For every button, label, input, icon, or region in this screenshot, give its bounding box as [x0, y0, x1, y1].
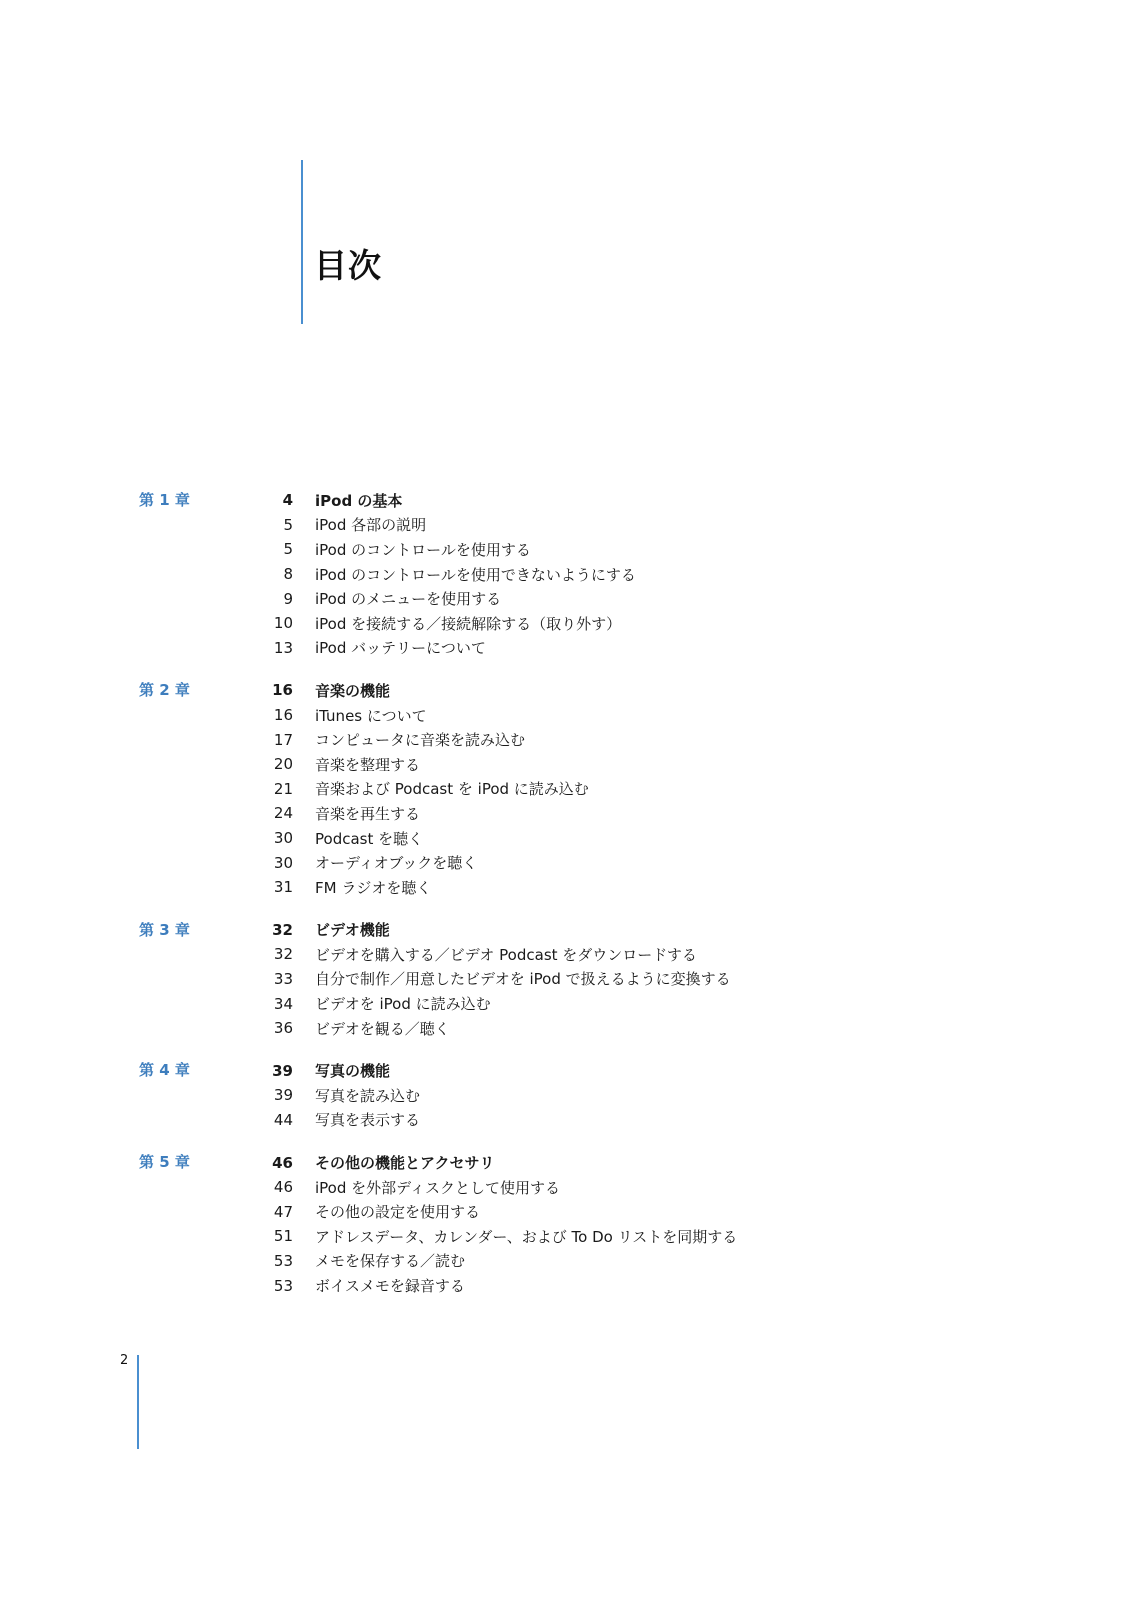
- toc-entry-title: 写真を読み込む: [315, 1086, 421, 1105]
- toc-entry-title: 音楽の機能: [315, 681, 391, 700]
- toc-entry[interactable]: [0, 1273, 1131, 1298]
- toc-page-number: 30: [273, 853, 293, 872]
- toc-page-number: 21: [273, 779, 293, 798]
- title-rule: [301, 160, 303, 324]
- toc-page-number: 39: [272, 1061, 293, 1080]
- toc-page-number: 20: [273, 755, 293, 774]
- toc-entry-title: ビデオを iPod に読み込む: [315, 995, 491, 1014]
- toc-entry-title: 音楽を再生する: [315, 804, 421, 823]
- toc-page-number: 5: [283, 515, 293, 534]
- toc-entry[interactable]: [0, 1108, 1131, 1133]
- folio-rule: [137, 1355, 139, 1449]
- toc-entry-title: iTunes について: [315, 706, 427, 725]
- toc-entry[interactable]: [0, 801, 1131, 826]
- toc-entry[interactable]: [0, 513, 1131, 538]
- toc-entry[interactable]: [0, 1175, 1131, 1200]
- toc-entry[interactable]: [0, 562, 1131, 587]
- toc-entry[interactable]: [0, 967, 1131, 992]
- toc-page-number: 51: [273, 1227, 293, 1246]
- toc-entry[interactable]: [0, 1249, 1131, 1274]
- toc-entry[interactable]: [0, 1083, 1131, 1108]
- toc-entry-title: 音楽を整理する: [315, 755, 421, 774]
- toc-entry[interactable]: [0, 991, 1131, 1016]
- toc-page-number: 13: [273, 638, 293, 657]
- toc-entry[interactable]: [0, 850, 1131, 875]
- chapter-entries: [0, 488, 1131, 660]
- toc-entry[interactable]: [0, 611, 1131, 636]
- toc-entry-title: iPod のコントロールを使用する: [315, 540, 531, 559]
- toc-entry[interactable]: [0, 586, 1131, 611]
- toc-entry[interactable]: [0, 1016, 1131, 1041]
- chapter-label: 第 3 章: [139, 920, 190, 939]
- toc-entry[interactable]: [0, 537, 1131, 562]
- toc-entry[interactable]: [0, 1199, 1131, 1224]
- toc-entry[interactable]: [0, 727, 1131, 752]
- chapter-label: 第 5 章: [139, 1153, 190, 1172]
- toc-entry-title: 写真を表示する: [315, 1111, 421, 1130]
- toc-entry-title: 音楽および Podcast を iPod に読み込む: [315, 780, 589, 799]
- toc-entry-title: iPod のメニューを使用する: [315, 590, 502, 609]
- toc-entry-title: コンピュータに音楽を読み込む: [315, 731, 526, 750]
- toc-page-number: 16: [272, 681, 293, 700]
- toc-entry-title: iPod を接続する／接続解除する（取り外す）: [315, 614, 622, 633]
- toc-entry[interactable]: [0, 942, 1131, 967]
- toc-page-number: 30: [273, 829, 293, 848]
- toc-entry-title: ボイスメモを録音する: [315, 1277, 465, 1296]
- chapter-label: 第 1 章: [139, 491, 190, 509]
- toc-entry-title: FM ラジオを聴く: [315, 878, 432, 897]
- chapter-label: 第 4 章: [139, 1061, 190, 1080]
- toc-entry[interactable]: [0, 875, 1131, 900]
- toc-entry[interactable]: [0, 1224, 1131, 1249]
- toc-entry[interactable]: [0, 777, 1131, 802]
- toc-page-number: 47: [273, 1202, 293, 1221]
- toc-entry-title: ビデオを購入する／ビデオ Podcast をダウンロードする: [315, 945, 697, 964]
- chapter-section: [0, 1150, 1131, 1298]
- toc-entry-title: 写真の機能: [315, 1062, 391, 1081]
- toc-entry[interactable]: [0, 636, 1131, 661]
- chapter-section: [0, 1058, 1131, 1132]
- toc-page-number: 5: [283, 540, 293, 559]
- toc-entry-title: その他の設定を使用する: [315, 1203, 481, 1222]
- table-of-contents: [0, 488, 1131, 1316]
- toc-entry[interactable]: [0, 826, 1131, 851]
- toc-page-number: 46: [273, 1178, 293, 1197]
- page-title: 目次: [314, 246, 382, 285]
- toc-entry-title: 自分で制作／用意したビデオを iPod で扱えるように変換する: [315, 970, 731, 989]
- toc-entry-title: メモを保存する／読む: [315, 1252, 466, 1271]
- toc-page-number: 16: [273, 706, 293, 725]
- toc-entry-title: iPod を外部ディスクとして使用する: [315, 1178, 560, 1197]
- toc-page-number: 10: [273, 614, 293, 633]
- toc-page-number: 9: [283, 589, 293, 608]
- toc-page-number: 39: [273, 1086, 293, 1105]
- toc-entry-title: iPod の基本: [315, 491, 403, 510]
- toc-page-number: 33: [273, 969, 293, 988]
- toc-entry-title: Podcast を聴く: [315, 829, 424, 848]
- toc-page-number: 36: [273, 1019, 293, 1038]
- toc-entry-title: アドレスデータ、カレンダー、および To Do リストを同期する: [315, 1227, 738, 1246]
- toc-entry-title: ビデオを観る／聴く: [315, 1019, 450, 1038]
- toc-page-number: 31: [273, 878, 293, 897]
- toc-page-number: 24: [273, 804, 293, 823]
- toc-entry-title: iPod バッテリーについて: [315, 639, 486, 658]
- toc-page-number: 53: [273, 1276, 293, 1295]
- chapter-entries: [0, 678, 1131, 899]
- page-number: 2: [120, 1353, 129, 1368]
- chapter-section: [0, 488, 1131, 660]
- toc-entry[interactable]: [0, 703, 1131, 728]
- chapter-section: [0, 918, 1131, 1041]
- chapter-section: [0, 678, 1131, 899]
- toc-entry-title: オーディオブックを聴く: [315, 854, 478, 873]
- toc-page-number: 4: [282, 491, 293, 510]
- toc-page-number: 44: [273, 1110, 293, 1129]
- toc-page-number: 17: [273, 730, 293, 749]
- toc-page-number: 53: [273, 1251, 293, 1270]
- toc-entry-title: ビデオ機能: [315, 921, 390, 940]
- toc-page-number: 32: [273, 945, 293, 964]
- chapter-label: 第 2 章: [139, 681, 190, 700]
- toc-page-number: 34: [273, 994, 293, 1013]
- toc-page-number: 46: [272, 1153, 293, 1172]
- toc-entry-title: その他の機能とアクセサリ: [315, 1154, 495, 1173]
- toc-entry-title: iPod のコントロールを使用できないようにする: [315, 565, 636, 584]
- toc-entry[interactable]: [0, 752, 1131, 777]
- toc-page-number: 8: [283, 565, 293, 584]
- toc-page-number: 32: [272, 920, 293, 939]
- toc-entry-title: iPod 各部の説明: [315, 516, 427, 535]
